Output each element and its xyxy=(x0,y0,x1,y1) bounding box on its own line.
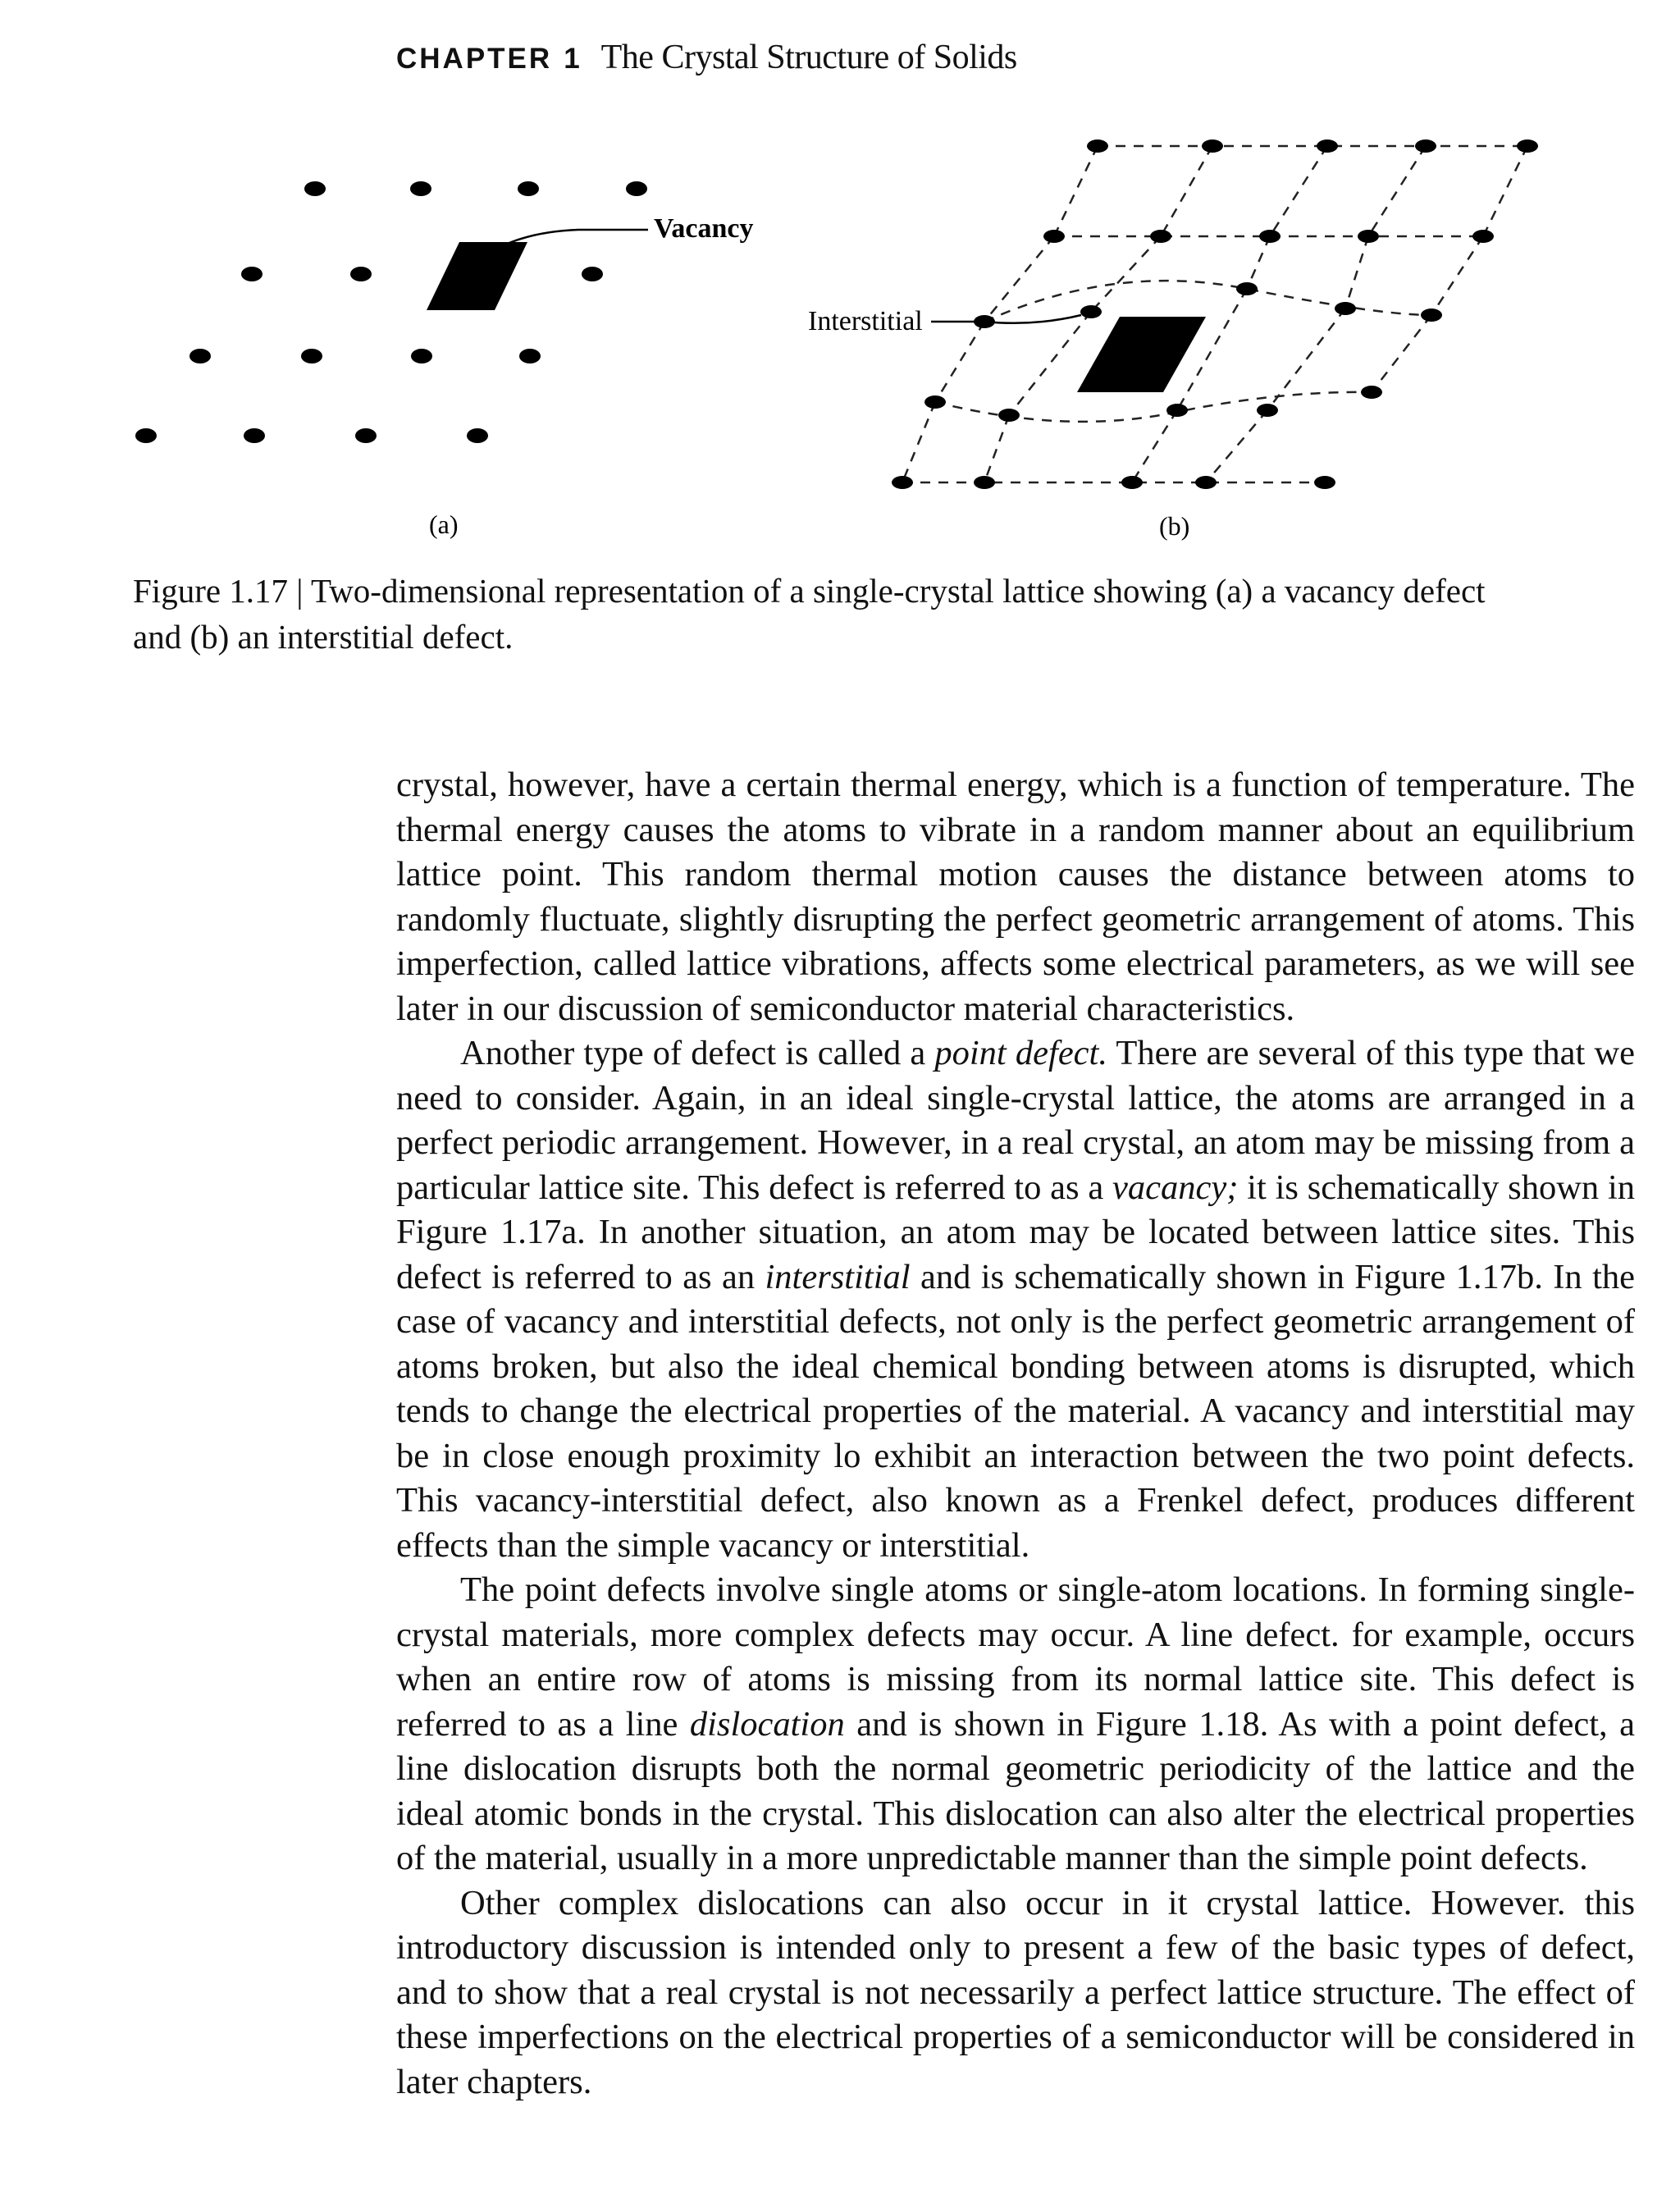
interstitial-leader-line xyxy=(931,315,1081,323)
atom xyxy=(244,428,265,443)
atom xyxy=(135,428,157,443)
atom xyxy=(1517,139,1538,153)
atom xyxy=(924,395,946,409)
term-dislocation: dislocation xyxy=(689,1704,845,1744)
panel-b-label: (b) xyxy=(1159,511,1190,541)
term-vacancy: vacancy; xyxy=(1112,1168,1239,1207)
term-point-defect: point defect. xyxy=(934,1034,1107,1072)
atom xyxy=(355,428,377,443)
atom xyxy=(1121,476,1143,489)
atom xyxy=(1314,476,1335,489)
paragraph-3: The point defects involve single atoms or single-atom locations. In forming single-crystal materials, more complex defects may occur. A line defect. for example, occurs when an entire row of atoms is missing from its normal lattice site. This defect is referred to as a line dislocation and is shown in Figure 1.18. As with a point defect, a line dislocation disrupts both the normal geometric periodicity of the lattice and the ideal atomic bonds in the crystal. This dislocation can also alter the electrical properties of the material, usually in a more unpredictable manner than the simple point defects. xyxy=(396,1570,1635,1877)
atom xyxy=(519,349,541,363)
panel-b-atoms xyxy=(892,139,1538,489)
atom xyxy=(974,476,995,489)
figure-caption: Figure 1.17 | Two-dimensional representation of a single-crystal lattice showing (a) a vacancy defect and (b) an interstitial defect. xyxy=(133,572,1486,656)
body-text xyxy=(396,763,1635,2105)
atom xyxy=(1202,139,1223,153)
lattice-diagram xyxy=(0,0,1680,591)
panel-a-atoms xyxy=(135,181,647,443)
interstitial-atom xyxy=(1080,305,1102,318)
paragraph-2: Another type of defect is called a point defect. There are several of this type that we need to consider. Again, in an ideal single-crystal lattice, the atoms are arranged in a perfect periodic arrangement. However, in a real crystal, an atom may be missing from a particular lattice site. This defect is referred to as a vacancy; it is schematically shown in Figure 1.17a. In another situation, an atom may be located between lattice sites. This defect is referred to as an interstitial and is schematically shown in Figure 1.17b. In the case of vacancy and interstitial defects, not only is the perfect geometric arrangement of atoms broken, but also the ideal chemical bonding between atoms is disrupted, which tends to change the electrical properties of the material. A vacancy and interstitial may be in close enough proximity lo exhibit an interaction between the two point defects. This vacancy-interstitial defect, also known as a Frenkel defect, produces different effects than the simple vacancy or interstitial. xyxy=(396,1034,1636,1565)
atom xyxy=(1043,230,1065,243)
atom xyxy=(1195,476,1217,489)
paragraph-4: Other complex dislocations can also occur in it crystal lattice. However. this introductory discussion is intended only to present a few of the basic types of defect, and to show that a real crystal is not necessarily a perfect lattice structure. The effect of these imperfections on the electrical properties of a semiconductor will be considered in later chapters. xyxy=(396,1883,1635,2101)
chapter-title: The Crystal Structure of Solids xyxy=(600,39,1017,76)
atom xyxy=(518,181,539,196)
atom xyxy=(582,267,603,281)
atom xyxy=(626,181,647,196)
interstitial-label: Interstitial xyxy=(808,306,923,336)
atom xyxy=(1335,302,1356,315)
interstitial-defect-region xyxy=(1077,317,1206,392)
atom xyxy=(350,267,372,281)
panel-a-label: (a) xyxy=(429,510,459,539)
atom xyxy=(892,476,913,489)
atom xyxy=(1358,230,1379,243)
atom xyxy=(304,181,326,196)
atom xyxy=(1087,139,1108,153)
atom xyxy=(411,349,432,363)
atom xyxy=(1361,386,1382,399)
atom xyxy=(998,409,1020,422)
atom xyxy=(467,428,488,443)
paragraph-1: crystal, however, have a certain thermal energy, which is a function of temperature. The thermal energy causes the atoms to vibrate in a random manner about an equilibrium lattice point. This random thermal motion causes the distance between atoms to randomly fluctuate, slightly disrupting the perfect geometric arrangement of atoms. This imperfection, called lattice vibrations, affects some electrical parameters, as we will see later in our discussion of semiconductor material characteristics. xyxy=(396,766,1635,1028)
vacancy-site xyxy=(427,242,527,310)
atom xyxy=(1257,404,1278,417)
term-interstitial: interstitial xyxy=(765,1257,911,1296)
atom xyxy=(1415,139,1436,153)
atom xyxy=(1421,309,1442,322)
atom xyxy=(1317,139,1338,153)
vacancy-label: Vacancy xyxy=(654,213,754,244)
chapter-number: 1 xyxy=(564,43,580,75)
atom xyxy=(189,349,211,363)
chapter-label: CHAPTER xyxy=(396,43,553,75)
atom xyxy=(410,181,431,196)
atom xyxy=(1166,404,1188,417)
atom xyxy=(241,267,262,281)
atom xyxy=(1150,230,1171,243)
atom xyxy=(1259,230,1281,243)
atom xyxy=(301,349,322,363)
atom xyxy=(1472,230,1494,243)
atom xyxy=(1236,282,1258,295)
